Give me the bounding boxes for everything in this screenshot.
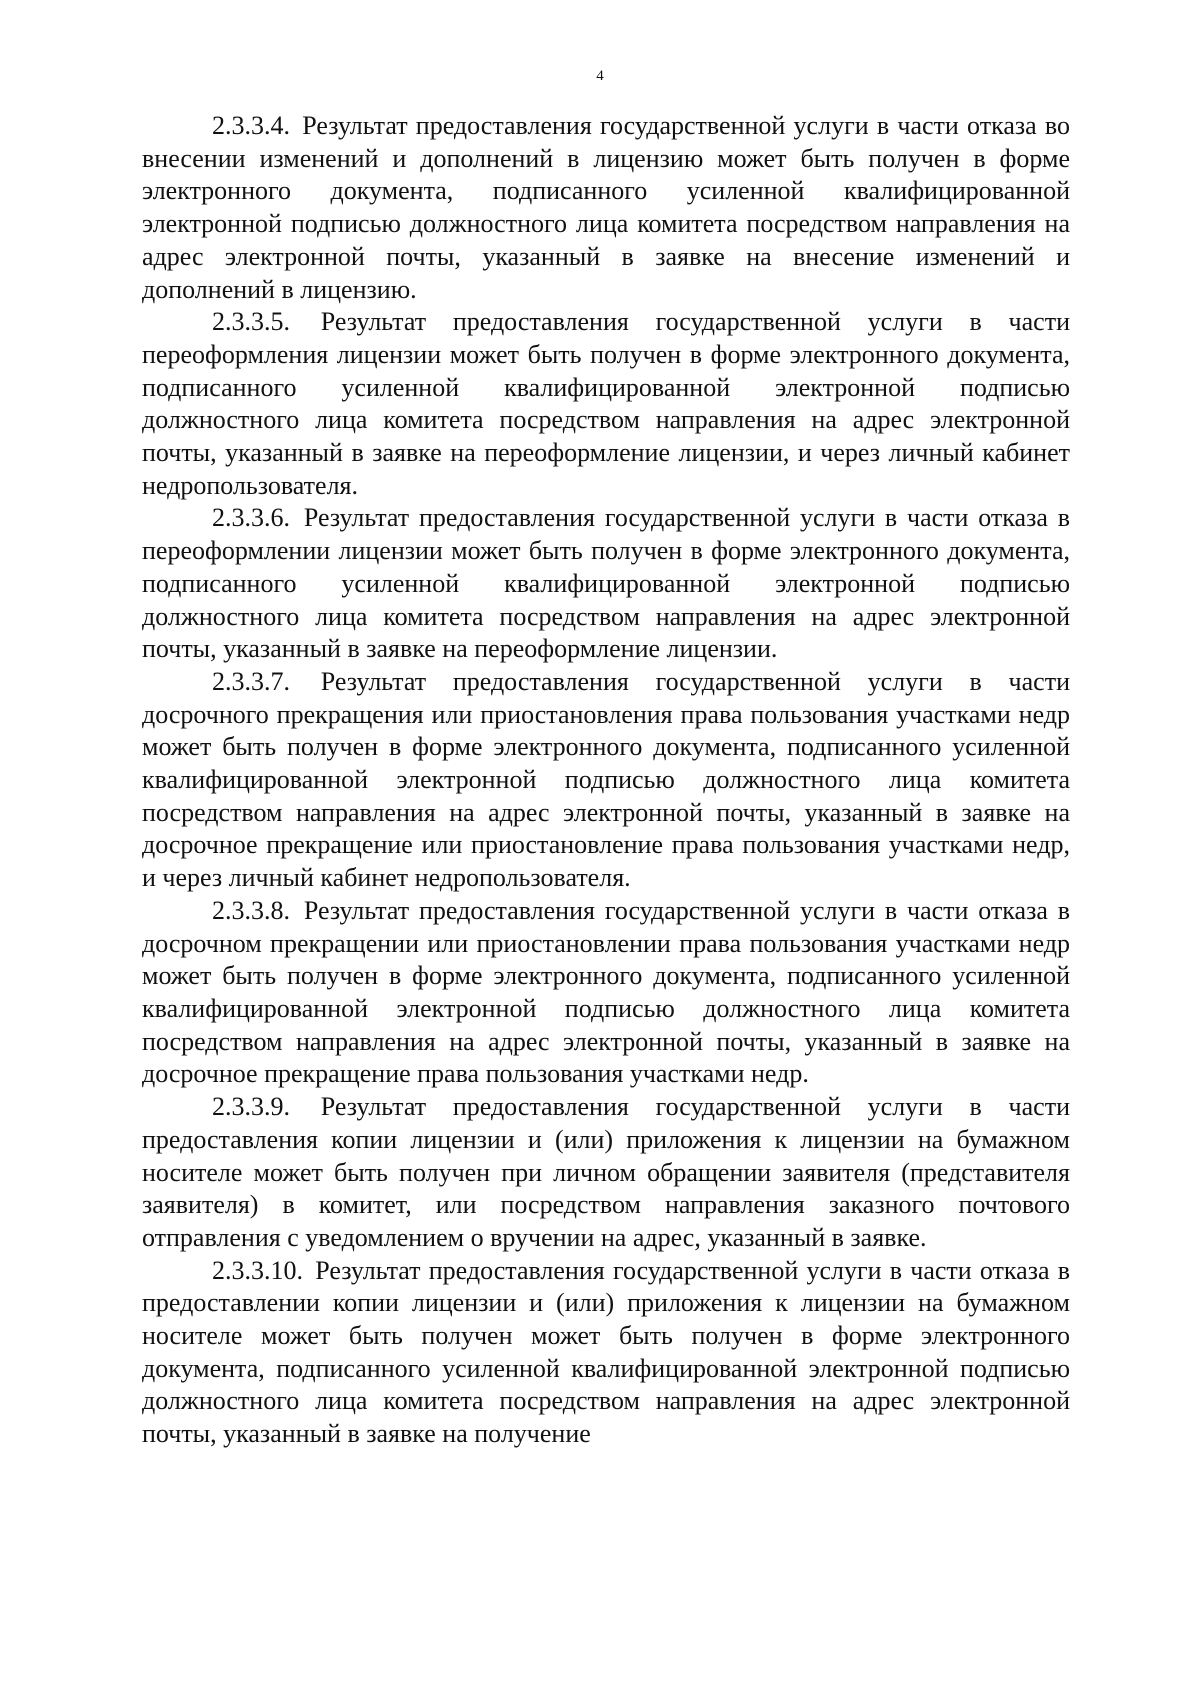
paragraph-number: 2.3.3.8. [212, 895, 290, 925]
paragraph-2-3-3-6 [142, 502, 1070, 666]
page-number: 4 [596, 68, 604, 84]
paragraph-text: Результат предоставления государственной услуги в части досрочного прекращения или приостановления права пользования участками недр может быть получен в форме электронного документа, подписанного усиленной квалифицированной электронной подписью должностного лица комитета посредством направления на адрес электронной почты, указанный в заявке на досрочное прекращение или приостановление права пользования участками недр, и через личный кабинет недропользователя. [142, 666, 1070, 893]
paragraph-number: 2.3.3.5. [212, 307, 290, 337]
paragraph-text: Результат предоставления государственной услуги в части отказа во внесении изменений и дополнений в лицензию может быть получен в форме электронного документа, подписанного усиленной квалифицированной электронной подписью должностного лица комитета посредством направления на адрес электронной почты, указанный в заявке на внесение изменений и дополнений в лицензию. [142, 111, 1071, 304]
paragraph-number: 2.3.3.9. [212, 1092, 290, 1122]
paragraph-number: 2.3.3.10. [212, 1255, 303, 1285]
paragraph-2-3-3-10 [142, 1255, 1070, 1451]
paragraph-2-3-3-9 [142, 1091, 1070, 1255]
paragraph-2-3-3-5 [142, 306, 1070, 502]
paragraph-number: 2.3.3.7. [212, 666, 290, 696]
paragraph-text: Результат предоставления государственной услуги в части предоставления копии лицензии и (или) приложения к лицензии на бумажном носителе может быть получен при личном обращении заявителя (представителя заявителя) в комитет, или посредством направления заказного почтового отправления с уведомлением о вручении на адрес, указанный в заявке. [142, 1092, 1070, 1252]
paragraph-text: Результат предоставления государственной услуги в части отказа в предоставлении копии лицензии и (или) приложения к лицензии на бумажном носителе может быть получен может быть получен в форме электронного документа, подписанного усиленной квалифицированной электронной подписью должностного лица комитета посредством направления на адрес электронной почты, указанный в заявке на получение [142, 1255, 1070, 1449]
paragraph-text: Результат предоставления государственной услуги в части переоформления лицензии может быть получен в форме электронного документа, подписанного усиленной квалифицированной электронной подписью должностного лица комитета посредством направления на адрес электронной почты, указанный в заявке на переоформление лицензии, и через личный кабинет недропользователя. [142, 307, 1070, 500]
document-body [142, 110, 1070, 1451]
paragraph-text: Результат предоставления государственной услуги в части отказа в переоформлении лицензии может быть получен в форме электронного документа, подписанного усиленной квалифицированной электронной подписью должностного лица комитета посредством направления на адрес электронной почты, указанный в заявке на переоформление лицензии. [142, 503, 1070, 664]
paragraph-2-3-3-7 [142, 666, 1070, 895]
paragraph-number: 2.3.3.6. [212, 503, 290, 533]
paragraph-2-3-3-4 [142, 110, 1070, 306]
paragraph-number: 2.3.3.4. [212, 111, 290, 140]
paragraph-text: Результат предоставления государственной услуги в части отказа в досрочном прекращении или приостановлении права пользования участками недр может быть получен в форме электронного документа, подписанного усиленной квалифицированной электронной подписью должностного лица комитета посредством направления на адрес электронной почты, указанный в заявке на досрочное прекращение права пользования участками недр. [142, 895, 1070, 1089]
paragraph-2-3-3-8 [142, 895, 1070, 1091]
